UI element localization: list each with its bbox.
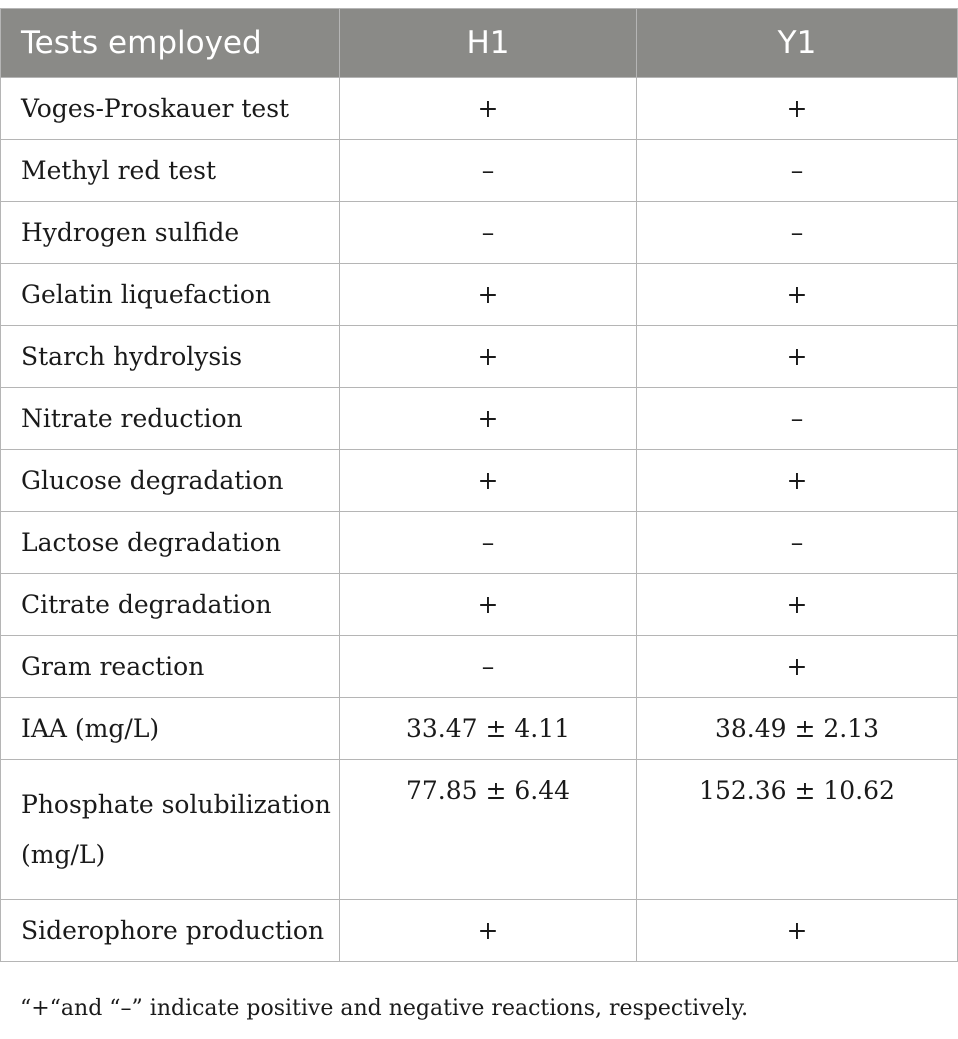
y1-result: + [637,78,958,140]
h1-result: 77.85 ± 6.44 [340,760,637,900]
h1-result: – [340,636,637,698]
test-name: IAA (mg/L) [1,698,340,760]
h1-result: – [340,140,637,202]
table-row [1,698,958,760]
h1-result: + [340,388,637,450]
table-row [1,264,958,326]
table-header-row [1,9,958,78]
test-name: Starch hydrolysis [1,326,340,388]
test-name: Methyl red test [1,140,340,202]
y1-result: + [637,900,958,962]
test-name: Glucose degradation [1,450,340,512]
h1-result: – [340,512,637,574]
y1-result: – [637,512,958,574]
header-y1: Y1 [637,9,958,78]
test-name: Lactose degradation [1,512,340,574]
table-row [1,202,958,264]
table-row [1,574,958,636]
h1-result: 33.47 ± 4.11 [340,698,637,760]
h1-result: + [340,450,637,512]
table-row [1,450,958,512]
y1-result: 38.49 ± 2.13 [637,698,958,760]
table-row [1,760,958,900]
test-name: Phosphate solubilization (mg/L) [1,760,340,900]
table-row [1,78,958,140]
y1-result: + [637,326,958,388]
header-tests-employed: Tests employed [1,9,340,78]
table-row [1,388,958,450]
y1-result: – [637,388,958,450]
table-footnote: “+“and “–” indicate positive and negative reactions, respectively. [20,996,749,1021]
h1-result: – [340,202,637,264]
h1-result: + [340,326,637,388]
h1-result: + [340,264,637,326]
table-row [1,140,958,202]
table-row [1,900,958,962]
table-row [1,512,958,574]
table-row [1,636,958,698]
test-name: Gram reaction [1,636,340,698]
table-row [1,326,958,388]
test-name: Hydrogen sulfide [1,202,340,264]
test-name: Citrate degradation [1,574,340,636]
h1-result: + [340,900,637,962]
y1-result: + [637,450,958,512]
test-name: Nitrate reduction [1,388,340,450]
h1-result: + [340,574,637,636]
y1-result: 152.36 ± 10.62 [637,760,958,900]
header-h1: H1 [340,9,637,78]
test-name: Voges-Proskauer test [1,78,340,140]
h1-result: + [340,78,637,140]
test-name: Siderophore production [1,900,340,962]
y1-result: – [637,202,958,264]
y1-result: + [637,574,958,636]
test-name: Gelatin liquefaction [1,264,340,326]
y1-result: – [637,140,958,202]
y1-result: + [637,636,958,698]
y1-result: + [637,264,958,326]
results-table [0,8,958,962]
